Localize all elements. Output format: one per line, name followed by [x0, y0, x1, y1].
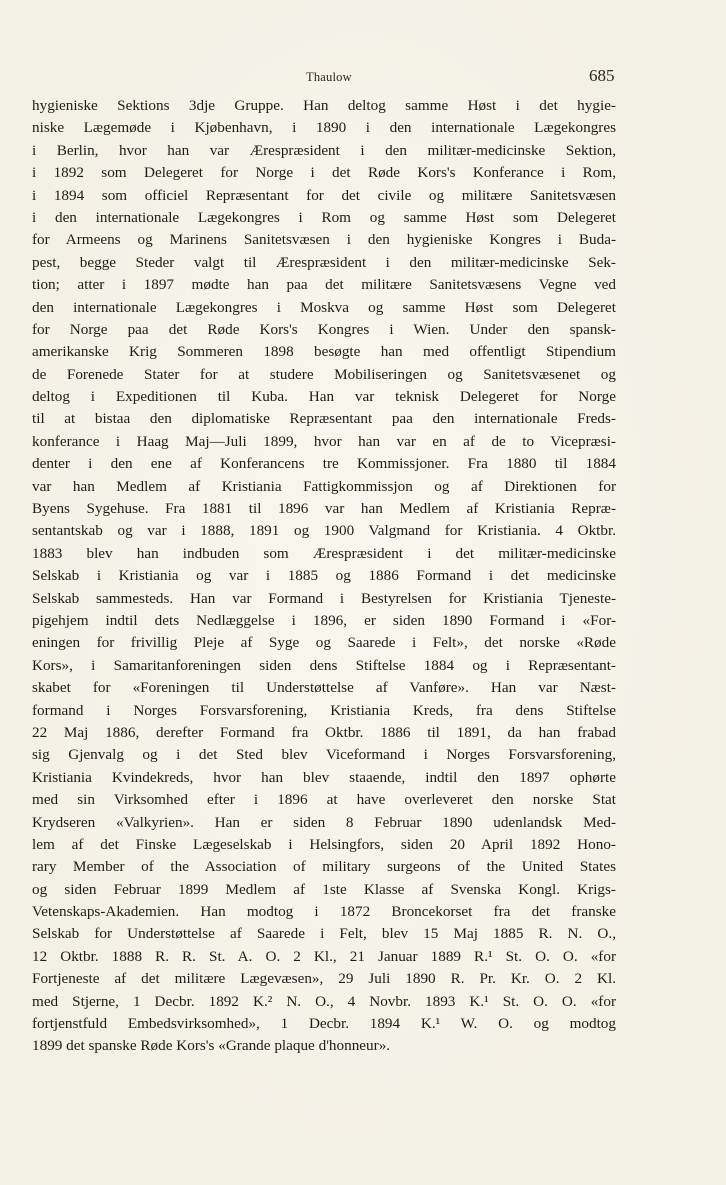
- text-line: i 1892 som Delegeret for Norge i det Røde Kors's Konferance i Rom,: [32, 164, 616, 182]
- text-line: den internationale Lægekongres i Moskva og samme Høst som Delegeret: [32, 298, 616, 316]
- text-line: Vetenskaps-Akademien. Han modtog i 1872 Broncekorset fra det franske: [32, 903, 616, 921]
- text-line: for Armeens og Marinens Sanitetsvæsen i den hygieniske Kongres i Buda-: [32, 231, 616, 249]
- text-line: deltog i Expeditionen til Kuba. Han var teknisk Delegeret for Norge: [32, 388, 616, 406]
- text-line: de Forenede Stater for at studere Mobiliseringen og Sanitetsvæsenet og: [32, 365, 616, 383]
- text-line: Fortjeneste af det militære Lægevæsen», 29 Juli 1890 R. Pr. Kr. O. 2 Kl.: [32, 970, 616, 988]
- text-line: rary Member of the Association of military surgeons of the United States: [32, 858, 616, 876]
- text-line: lem af det Finske Lægeselskab i Helsingfors, siden 20 April 1892 Hono-: [32, 835, 616, 853]
- text-line: med sin Virksomhed efter i 1896 at have overleveret den norske Stat: [32, 791, 616, 809]
- text-line: amerikanske Krig Sommeren 1898 besøgte han med offentligt Stipendium: [32, 343, 616, 361]
- text-line: i 1894 som officiel Repræsentant for det civile og militære Sanitetsvæsen: [32, 186, 616, 204]
- text-line: i den internationale Lægekongres i Rom og samme Høst som Delegeret: [32, 208, 616, 226]
- running-header: [0, 66, 726, 88]
- text-line: til at bistaa den diplomatiske Repræsentant paa den internationale Freds-: [32, 410, 616, 428]
- text-line: Selskab i Kristiania og var i 1885 og 1886 Formand i det medicinske: [32, 567, 616, 585]
- text-line: Byens Sygehuse. Fra 1881 til 1896 var han Medlem af Kristiania Repræ-: [32, 500, 616, 518]
- text-line: med Stjerne, 1 Decbr. 1892 K.² N. O., 4 Novbr. 1893 K.¹ St. O. O. «for: [32, 992, 616, 1010]
- text-line: og siden Februar 1899 Medlem af 1ste Klasse af Svenska Kongl. Krigs-: [32, 880, 616, 898]
- text-line: hygieniske Sektions 3dje Gruppe. Han deltog samme Høst i det hygie-: [32, 97, 616, 114]
- text-line: Kristiania Kvindekreds, hvor han blev staaende, indtil den 1897 ophørte: [32, 768, 616, 786]
- running-title: Thaulow: [306, 70, 352, 84]
- page-number: 685: [589, 66, 615, 85]
- text-line: 22 Maj 1886, derefter Formand fra Oktbr. 1886 til 1891, da han frabad: [32, 723, 616, 741]
- text-line: pigehjem indtil dets Nedlæggelse i 1896, er siden 1890 Formand i «For-: [32, 611, 616, 629]
- text-line: sig Gjenvalg og i det Sted blev Viceformand i Norges Forsvarsforening,: [32, 746, 616, 764]
- text-line: Kors», i Samaritanforeningen siden dens Stiftelse 1884 og i Repræsentant-: [32, 656, 616, 674]
- text-line: denter i den ene af Konferancens tre Kommissjoner. Fra 1880 til 1884: [32, 455, 616, 473]
- text-line: 12 Oktbr. 1888 R. R. St. A. O. 2 Kl., 21 Januar 1889 R.¹ St. O. O. «for: [32, 947, 616, 965]
- text-line: Selskab sammesteds. Han var Formand i Bestyrelsen for Kristiania Tjeneste-: [32, 589, 616, 607]
- text-line: i Berlin, hvor han var Ærespræsident i den militær-medicinske Sektion,: [32, 141, 616, 159]
- text-line-last: 1899 det spanske Røde Kors's «Grande plaque d'honneur».: [32, 1037, 391, 1055]
- text-line: niske Lægemøde i Kjøbenhavn, i 1890 i den internationale Lægekongres: [32, 119, 616, 137]
- body-text: [32, 95, 616, 1058]
- text-line: pest, begge Steder valgt til Ærespræsident i den militær-medicinske Sek-: [32, 253, 616, 271]
- text-line: sentantskab og var i 1888, 1891 og 1900 Valgmand for Kristiania. 4 Oktbr.: [32, 522, 616, 540]
- text-line: konferance i Haag Maj—Juli 1899, hvor han var en af de to Vicepræsi-: [32, 432, 616, 450]
- text-line: Selskab for Understøttelse af Saarede i Felt, blev 15 Maj 1885 R. N. O.,: [32, 925, 616, 943]
- text-line: fortjenstfuld Embedsvirksomhed», 1 Decbr. 1894 K.¹ W. O. og modtog: [32, 1015, 616, 1033]
- text-line: var han Medlem af Kristiania Fattigkommissjon og af Direktionen for: [32, 477, 616, 495]
- text-line: eningen for frivillig Pleje af Syge og Saarede i Felt», det norske «Røde: [32, 634, 616, 652]
- text-line: Krydseren «Valkyrien». Han er siden 8 Februar 1890 udenlandsk Med-: [32, 813, 616, 831]
- text-line: tion; atter i 1897 mødte han paa det militære Sanitetsvæsens Vegne ved: [32, 276, 616, 294]
- text-line: formand i Norges Forsvarsforening, Kristiania Kreds, fra dens Stiftelse: [32, 701, 616, 719]
- text-line: skabet for «Foreningen til Understøttelse af Vanføre». Han var Næst-: [32, 679, 616, 697]
- text-line: 1883 blev han indbuden som Ærespræsident i det militær-medicinske: [32, 544, 616, 562]
- text-line: for Norge paa det Røde Kors's Kongres i Wien. Under den spansk-: [32, 320, 616, 338]
